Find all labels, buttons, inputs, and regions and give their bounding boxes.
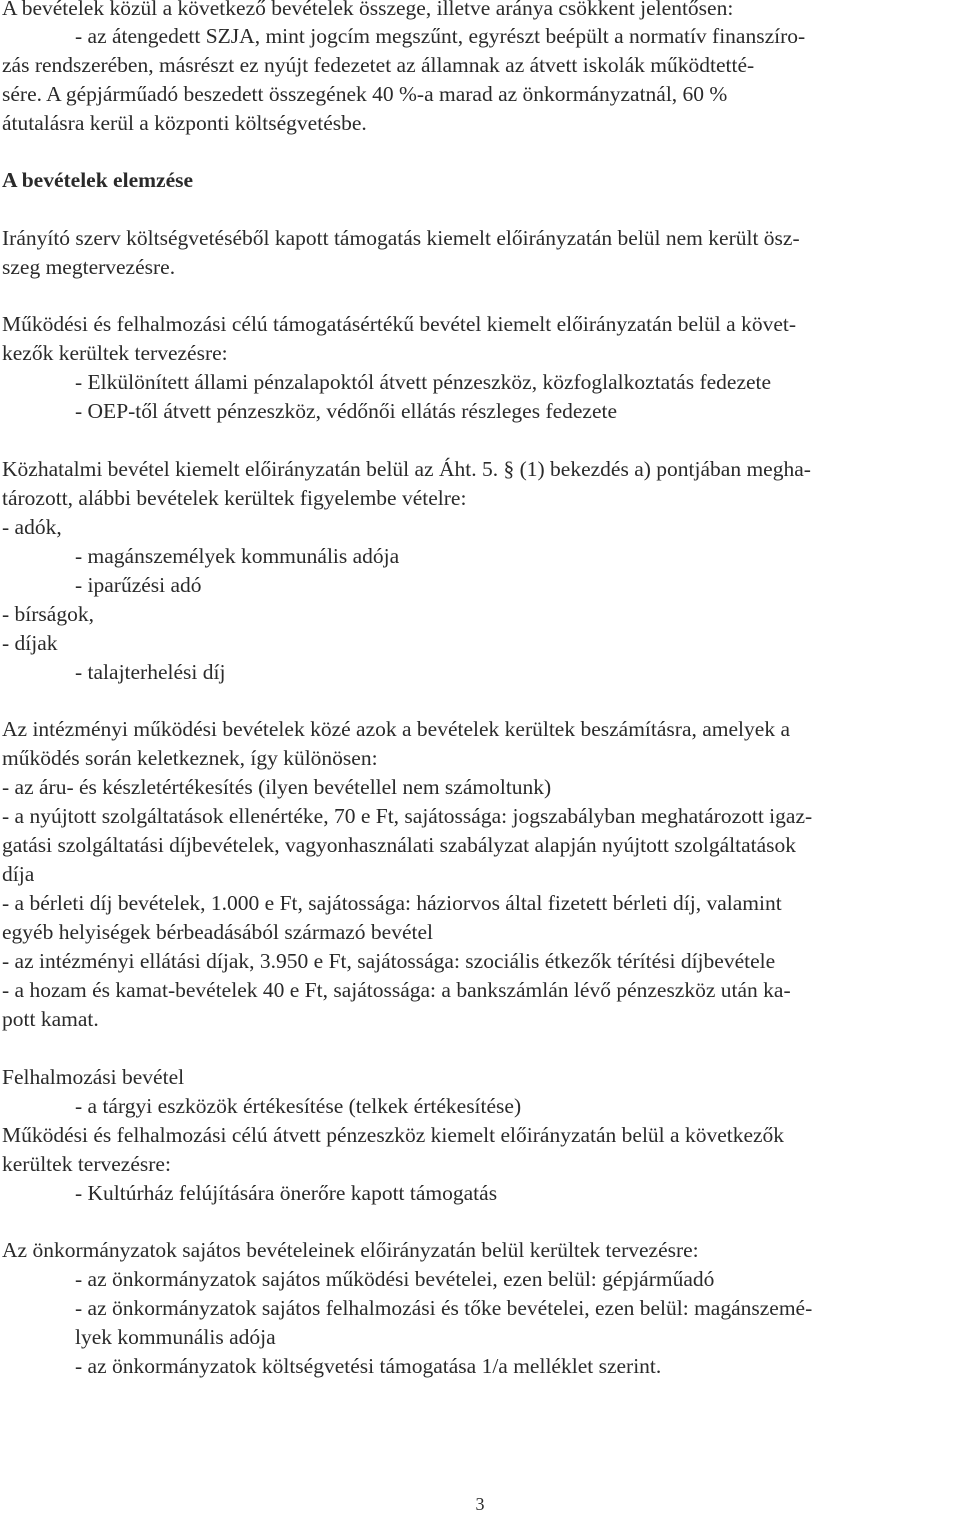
text-line: sére. A gépjárműadó beszedett összegének 40 %-a marad az önkormányzatnál, 60 % xyxy=(2,82,728,106)
text-line: zás rendszerében, másrészt ez nyújt fedezetet az államnak az átvett iskolák működtetté- xyxy=(2,53,755,77)
list-item: - a hozam és kamat-bevételek 40 e Ft, sajátossága: a bankszámlán lévő pénzeszköz után ka- xyxy=(2,978,791,1002)
paragraph-line: Felhalmozási bevétel xyxy=(2,1065,185,1089)
list-item: - a nyújtott szolgáltatások ellenértéke, 70 e Ft, sajátossága: jogszabályban meghatározott igaz- xyxy=(2,804,813,828)
list-item: - adók, xyxy=(2,515,62,539)
intro-line: A bevételek közül a következő bevételek összege, illetve aránya csökkent jelentősen: xyxy=(2,0,734,20)
list-item: - a tárgyi eszközök értékesítése (telkek értékesítése) xyxy=(75,1094,522,1118)
list-item: - az áru- és készletértékesítés (ilyen bevétellel nem számoltunk) xyxy=(2,775,552,799)
list-item: - az intézményi ellátási díjak, 3.950 e Ft, sajátossága: szociális étkezők térítési díjbevétele xyxy=(2,949,776,973)
list-item: - OEP-től átvett pénzeszköz, védőnői ellátás részleges fedezete xyxy=(75,399,618,423)
list-item: - az önkormányzatok költségvetési támogatása 1/a melléklet szerint. xyxy=(75,1354,662,1378)
list-item-szja: - az átengedett SZJA, mint jogcím megszűnt, egyrészt beépült a normatív finanszíro- xyxy=(75,24,806,48)
text-line: díja xyxy=(2,862,35,886)
list-item: - Kultúrház felújítására önerőre kapott támogatás xyxy=(75,1181,498,1205)
list-item: - az önkormányzatok sajátos működési bevételei, ezen belül: gépjárműadó xyxy=(75,1267,715,1291)
list-item: - iparűzési adó xyxy=(75,573,202,597)
paragraph-line: működés során keletkeznek, így különösen: xyxy=(2,746,378,770)
list-item: - díjak xyxy=(2,631,58,655)
text-line: átutalásra kerül a központi költségvetésbe. xyxy=(2,111,367,135)
list-item: - bírságok, xyxy=(2,602,94,626)
text-line: pott kamat. xyxy=(2,1007,99,1031)
paragraph-line: kezők kerültek tervezésre: xyxy=(2,341,228,365)
paragraph-line: kerültek tervezésre: xyxy=(2,1152,171,1176)
paragraph-line: Működési és felhalmozási célú átvett pénzeszköz kiemelt előirányzatán belül a következők xyxy=(2,1123,785,1147)
list-item: - Elkülönített állami pénzalapoktól átvett pénzeszköz, közfoglalkoztatás fedezete xyxy=(75,370,772,394)
page-number: 3 xyxy=(475,1494,485,1514)
list-item: - talajterhelési díj xyxy=(75,660,226,684)
paragraph-line: Az intézményi működési bevételek közé azok a bevételek kerültek beszámításra, amelyek a xyxy=(2,717,790,741)
text-line: egyéb helyiségek bérbeadásából származó bevétel xyxy=(2,920,433,944)
paragraph-line: Működési és felhalmozási célú támogatásértékű bevétel kiemelt előirányzatán belül a követ- xyxy=(2,312,796,336)
paragraph-line: szeg megtervezésre. xyxy=(2,255,176,279)
text-line: gatási szolgáltatási díjbevételek, vagyonhasználati szabályzat alapján nyújtott szolgáltatások xyxy=(2,833,797,857)
paragraph-line: Közhatalmi bevétel kiemelt előirányzatán belül az Áht. 5. § (1) bekezdés a) pontjában megha- xyxy=(2,457,811,481)
section-heading: A bevételek elemzése xyxy=(2,168,194,192)
list-item: - az önkormányzatok sajátos felhalmozási és tőke bevételei, ezen belül: magánszemé- xyxy=(75,1296,813,1320)
list-item: - magánszemélyek kommunális adója xyxy=(75,544,400,568)
paragraph-line: Az önkormányzatok sajátos bevételeinek előirányzatán belül kerültek tervezésre: xyxy=(2,1238,699,1262)
paragraph-line: Irányító szerv költségvetéséből kapott támogatás kiemelt előirányzatán belül nem került ösz- xyxy=(2,226,800,250)
paragraph-line: tározott, alábbi bevételek kerültek figyelembe vételre: xyxy=(2,486,467,510)
text-line: lyek kommunális adója xyxy=(75,1325,276,1349)
list-item: - a bérleti díj bevételek, 1.000 e Ft, sajátossága: háziorvos által fizetett bérleti díj, valamint xyxy=(2,891,782,915)
